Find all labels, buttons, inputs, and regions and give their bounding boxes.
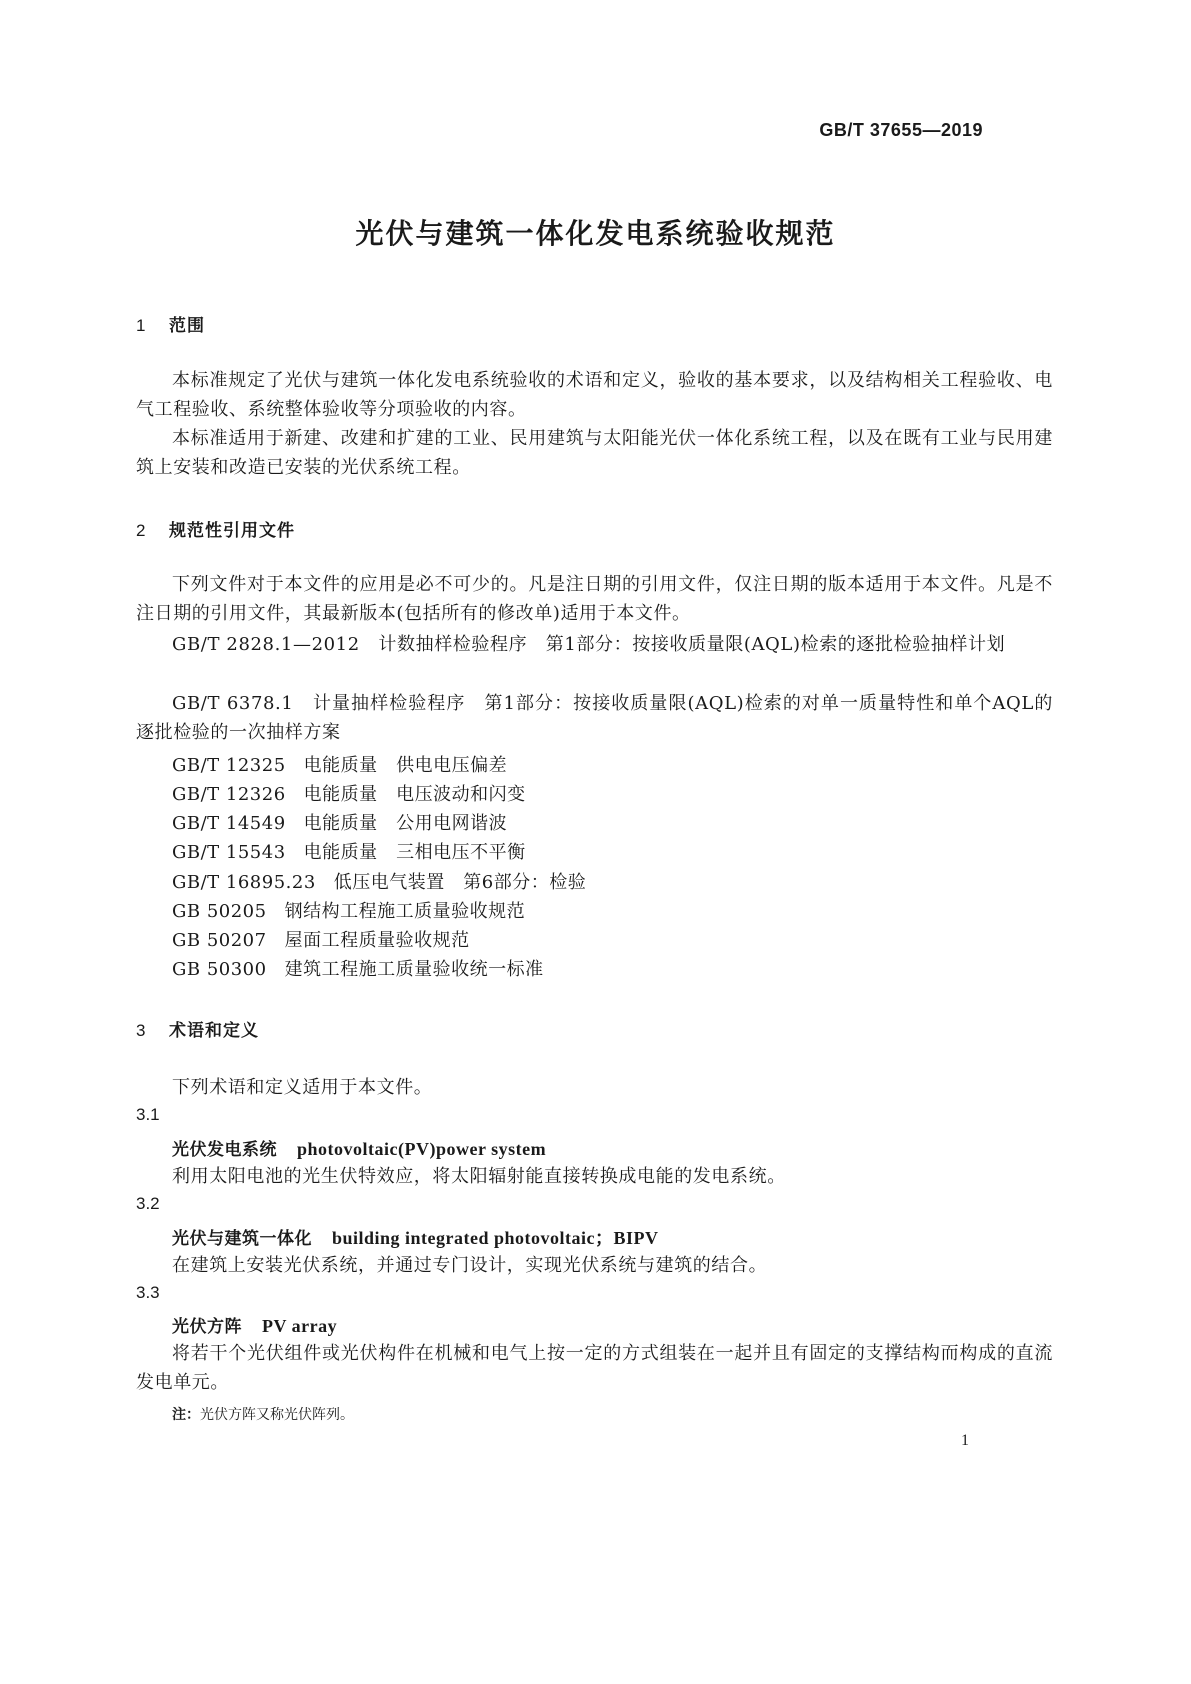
section-3-heading bbox=[136, 1016, 259, 1041]
section-number: 2 bbox=[136, 521, 146, 540]
term-name-zh: 光伏与建筑一体化 bbox=[172, 1229, 312, 1249]
ref-code: GB/T 15543 bbox=[172, 842, 286, 863]
term-number: 3.2 bbox=[136, 1194, 160, 1213]
term-name-zh: 光伏方阵 bbox=[172, 1317, 242, 1337]
ref-title: 电能质量 三相电压不平衡 bbox=[303, 842, 526, 863]
section-number: 3 bbox=[136, 1021, 146, 1040]
term-name-en: building integrated photovoltaic；BIPV bbox=[332, 1228, 659, 1248]
reference-item bbox=[172, 897, 525, 923]
ref-title: 低压电气装置 第6部分：检验 bbox=[333, 872, 587, 893]
page-number: 1 bbox=[961, 1432, 969, 1449]
term-definition: 将若干个光伏组件或光伏构件在机械和电气上按一定的方式组装在一起并且有固定的支撑结构而构成的直流发电单元。 bbox=[136, 1343, 1053, 1393]
term-number: 3.1 bbox=[136, 1105, 160, 1124]
paragraph: 本标准规定了光伏与建筑一体化发电系统验收的术语和定义，验收的基本要求，以及结构相关工程验收、电气工程验收、系统整体验收等分项验收的内容。 bbox=[136, 370, 1053, 420]
section-1-heading bbox=[136, 311, 205, 336]
paragraph: 下列术语和定义适用于本文件。 bbox=[172, 1077, 433, 1098]
term-name-en: photovoltaic(PV)power system bbox=[297, 1139, 547, 1159]
reference-item bbox=[172, 809, 507, 835]
standard-code: GB/T 37655—2019 bbox=[819, 120, 983, 140]
note-text: 光伏方阵又称光伏阵列。 bbox=[200, 1407, 354, 1423]
term-name bbox=[172, 1312, 337, 1337]
section-title: 规范性引用文件 bbox=[169, 521, 295, 541]
term-name-en: PV array bbox=[262, 1316, 338, 1336]
section-title: 术语和定义 bbox=[169, 1021, 259, 1041]
ref-title: 钢结构工程施工质量验收规范 bbox=[284, 901, 526, 922]
ref-code: GB/T 16895.23 bbox=[172, 872, 316, 893]
ref-code: GB 50207 bbox=[172, 930, 267, 951]
ref-title: 屋面工程质量验收规范 bbox=[284, 930, 470, 951]
ref-title: 电能质量 供电电压偏差 bbox=[303, 755, 508, 776]
reference-item bbox=[172, 780, 526, 806]
ref-title: 电能质量 电压波动和闪变 bbox=[303, 784, 526, 805]
ref-code: GB 50300 bbox=[172, 959, 267, 980]
reference-item bbox=[172, 955, 544, 981]
term-name bbox=[172, 1135, 546, 1160]
section-number: 1 bbox=[136, 316, 146, 335]
ref-code: GB/T 14549 bbox=[172, 813, 286, 834]
reference-item bbox=[172, 926, 470, 952]
section-title: 范围 bbox=[169, 316, 205, 336]
ref-code: GB/T 12326 bbox=[172, 784, 286, 805]
note bbox=[172, 1404, 354, 1424]
paragraph: 本标准适用于新建、改建和扩建的工业、民用建筑与太阳能光伏一体化系统工程，以及在既有工业与民用建筑上安装和改造已安装的光伏系统工程。 bbox=[136, 428, 1053, 478]
reference-item: GB/T 6378.1 计量抽样检验程序 第1部分：按接收质量限(AQL)检索的对单一质量特性和单个AQL的逐批检验的一次抽样方案 bbox=[136, 693, 1053, 743]
ref-title: 电能质量 公用电网谐波 bbox=[303, 813, 508, 834]
section-2-heading bbox=[136, 516, 295, 541]
reference-item: GB/T 2828.1—2012 计数抽样检验程序 第1部分：按接收质量限(AQL)检索的逐批检验抽样计划 bbox=[172, 634, 1006, 655]
paragraph: 下列文件对于本文件的应用是必不可少的。凡是注日期的引用文件，仅注日期的版本适用于本文件。凡是不注日期的引用文件，其最新版本(包括所有的修改单)适用于本文件。 bbox=[136, 574, 1053, 624]
ref-code: GB 50205 bbox=[172, 901, 267, 922]
ref-title: 建筑工程施工质量验收统一标准 bbox=[284, 959, 544, 980]
reference-item bbox=[172, 838, 526, 864]
term-name-zh: 光伏发电系统 bbox=[172, 1140, 277, 1160]
term-name bbox=[172, 1224, 659, 1250]
reference-item bbox=[172, 868, 586, 894]
reference-item bbox=[172, 751, 507, 777]
document-title: 光伏与建筑一体化发电系统验收规范 bbox=[355, 217, 836, 250]
term-definition: 利用太阳电池的光生伏特效应，将太阳辐射能直接转换成电能的发电系统。 bbox=[172, 1166, 786, 1187]
term-definition: 在建筑上安装光伏系统，并通过专门设计，实现光伏系统与建筑的结合。 bbox=[172, 1255, 768, 1276]
term-number: 3.3 bbox=[136, 1283, 160, 1302]
ref-code: GB/T 12325 bbox=[172, 755, 286, 776]
note-label: 注： bbox=[172, 1407, 200, 1423]
